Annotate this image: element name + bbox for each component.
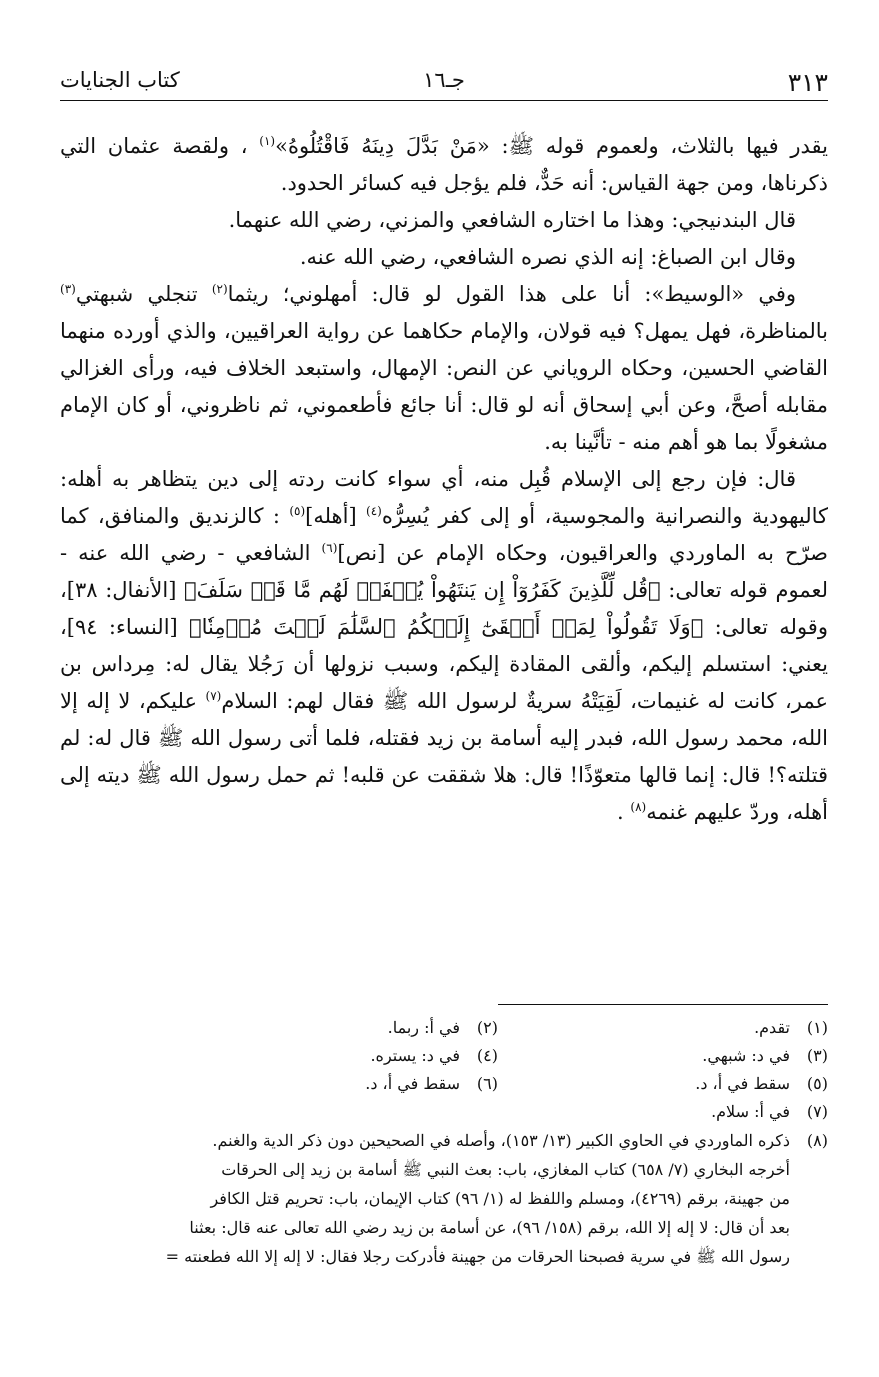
footnote-marker: (١) [259, 134, 276, 148]
footnote-row [60, 1014, 828, 1042]
footnote-text: سقط في أ، د. [365, 1074, 460, 1093]
text-run: الشافعي - رضي الله عنه - لعموم قوله تعالى: ﴿قُل لِّلَّذِينَ كَفَرُوٓاْ إِن يَنتَهُواْ يُغۡفَرۡ لَهُم مَّا قَدۡ سَلَفَ﴾ [الأنفال: ٣٨]، وقوله تعالى: ﴿وَلَا تَقُولُواْ لِمَنۡ أَلۡقَىٰٓ إِلَيۡكُمُ ٱلسَّلَٰمَ لَسۡتَ مُؤۡمِنٗا﴾ [النساء: ٩٤]، يعني: استسلم إليكم، وألقى المقادة إليكم، وسبب نزولها أن رَجُلا يقال له: مِرداس بن عمر، كانت له غنيمات، لَقِيَتْهُ سريةٌ لرسول الله ﷺ فقال لهم: السلام [60, 541, 828, 713]
footnote-item [695, 1070, 828, 1098]
paragraph [60, 461, 828, 831]
footnote-row [60, 1042, 828, 1070]
footnote-row [60, 1070, 828, 1098]
footnote-item [365, 1070, 498, 1098]
text-run: . [617, 800, 631, 824]
text-run: وفي «الوسيط»: أنا على هذا القول لو قال: أمهلوني؛ ريثما [227, 282, 797, 306]
footnote-row [60, 1098, 828, 1126]
footnote-number: (٦) [476, 1074, 498, 1093]
footnote-number: (٢) [476, 1018, 498, 1037]
footnote-item [702, 1042, 828, 1070]
footnote-text: تقدم. [754, 1018, 790, 1037]
text-run: ، ولقصة عثمان التي ذكرناها، ومن جهة القياس: أنه حَدٌّ، فلم يؤجل فيه كسائر الحدود. [60, 134, 828, 195]
footnotes [60, 1014, 828, 1271]
footnote-line: رسول الله ﷺ في سرية فصبحنا الحرقات من جهينة فأدركت رجلا فقال: لا إله إلا الله فطعنته = [165, 1247, 790, 1266]
footnote-text: سقط في أ، د. [695, 1074, 790, 1093]
footnote-marker: (٥) [289, 504, 306, 518]
footnote-text: في د: شبهي. [702, 1046, 790, 1065]
footnote-item [370, 1042, 498, 1070]
text-run: : كالزنديق والمنافق، كما صرّح به الماوردي والعراقيون، وحكاه الإمام عن [نص] [60, 504, 829, 565]
footnote-line: بعد أن قال: لا إله إلا الله، برقم (١٥٨/ ٩٦)، عن أسامة بن زيد رضي الله تعالى عنه قال: بعثنا [189, 1218, 790, 1237]
footnote-line: ذكره الماوردي في الحاوي الكبير (١٣/ ١٥٣)، وأصله في الصحيحين دون ذكر الدية والغنم. [212, 1131, 790, 1150]
page-number: ٣١٣ [787, 68, 828, 97]
footnote-number: (٧) [806, 1102, 828, 1121]
paragraph [60, 128, 828, 202]
text-run: [أهله] [305, 504, 367, 528]
footnote-number: (٥) [806, 1074, 828, 1093]
text-run: يقدر فيها بالثلاث، ولعموم قوله ﷺ: «مَنْ بَدَّلَ دِينَهُ فَاقْتُلُوهُ» [275, 134, 828, 158]
header-divider [60, 100, 828, 101]
footnote-long-text [60, 1126, 790, 1271]
footnote-item [754, 1014, 828, 1042]
book-page [60, 0, 828, 1377]
text-run: قال البندنيجي: وهذا ما اختاره الشافعي والمزني، رضي الله عنهما. [228, 208, 796, 232]
book-title: كتاب الجنايات [60, 68, 180, 92]
footnote-text: في د: يستره. [370, 1046, 460, 1065]
footnote-long [60, 1126, 828, 1271]
footnote-marker: (٧) [205, 689, 222, 703]
footnote-marker: (٢) [211, 282, 228, 296]
paragraph [60, 239, 828, 276]
volume-label: جـ١٦ [423, 68, 465, 92]
footnote-number: (٨) [806, 1131, 828, 1150]
footnote-divider [498, 1004, 828, 1005]
text-run: وقال ابن الصباغ: إنه الذي نصره الشافعي، رضي الله عنه. [299, 245, 796, 269]
footnote-number: (٣) [806, 1046, 828, 1065]
footnote-text: في أ: ربما. [387, 1018, 460, 1037]
footnote-item [711, 1098, 828, 1126]
footnote-number: (٤) [476, 1046, 498, 1065]
text-run: بالمناظرة، فهل يمهل؟ فيه قولان، والإمام حكاهما عن رواية العراقيين، والذي أورده منهما القاضي الحسين، وحكاه الروياني عن النص: الإمهال، واستبعد الخلاف فيه، ورأى الغزالي مقابله أصحَّ، وعن أبي إسحاق أنه لو قال: أنا جائع فأطعموني، ثم ناظروني، أو كان الإمام مشغولًا بما هو أهم منه - تأنَّينا به. [60, 319, 828, 454]
footnote-marker: (٣) [60, 282, 76, 296]
footnote-number: (١) [806, 1018, 828, 1037]
paragraph [60, 276, 828, 461]
text-run: تنجلي شبهتي [75, 282, 212, 306]
text-run: قال: فإن رجع إلى الإسلام قُبِل منه، أي سواء كانت ردته إلى دين يتظاهر به أهله: كاليهودية والنصرانية والمجوسية، أو إلى كفر يُسِرُّه [60, 467, 828, 528]
footnote-marker: (٨) [630, 800, 647, 814]
short-footnotes [60, 1014, 828, 1126]
paragraph [60, 202, 828, 239]
footnote-marker: (٦) [321, 541, 338, 555]
footnote-item [388, 1014, 498, 1042]
footnote-marker: (٤) [366, 504, 382, 518]
text-run: عليكم، لا إله إلا الله، محمد رسول الله، فبدر إليه أسامة بن زيد فقتله، فلما أتى رسول الله ﷺ قال له: لم قتلته؟! قال: إنما قالها متعوّذًا! قال: هلا شققت عن قلبه! ثم حمل رسول الله ﷺ ديته إلى أهله، وردّ عليهم غنمه [60, 689, 828, 824]
footnote-line: أخرجه البخاري (٧/ ٦٥٨) كتاب المغازي، باب: بعث النبي ﷺ أسامة بن زيد إلى الحرقات [221, 1160, 790, 1179]
running-header [60, 62, 828, 98]
footnote-text: في أ: سلام. [711, 1102, 790, 1121]
footnote-line: من جهينة، برقم (٤٢٦٩)، ومسلم واللفظ له (١/ ٩٦) كتاب الإيمان، باب: تحريم قتل الكافر [210, 1189, 790, 1208]
main-text [60, 128, 828, 831]
